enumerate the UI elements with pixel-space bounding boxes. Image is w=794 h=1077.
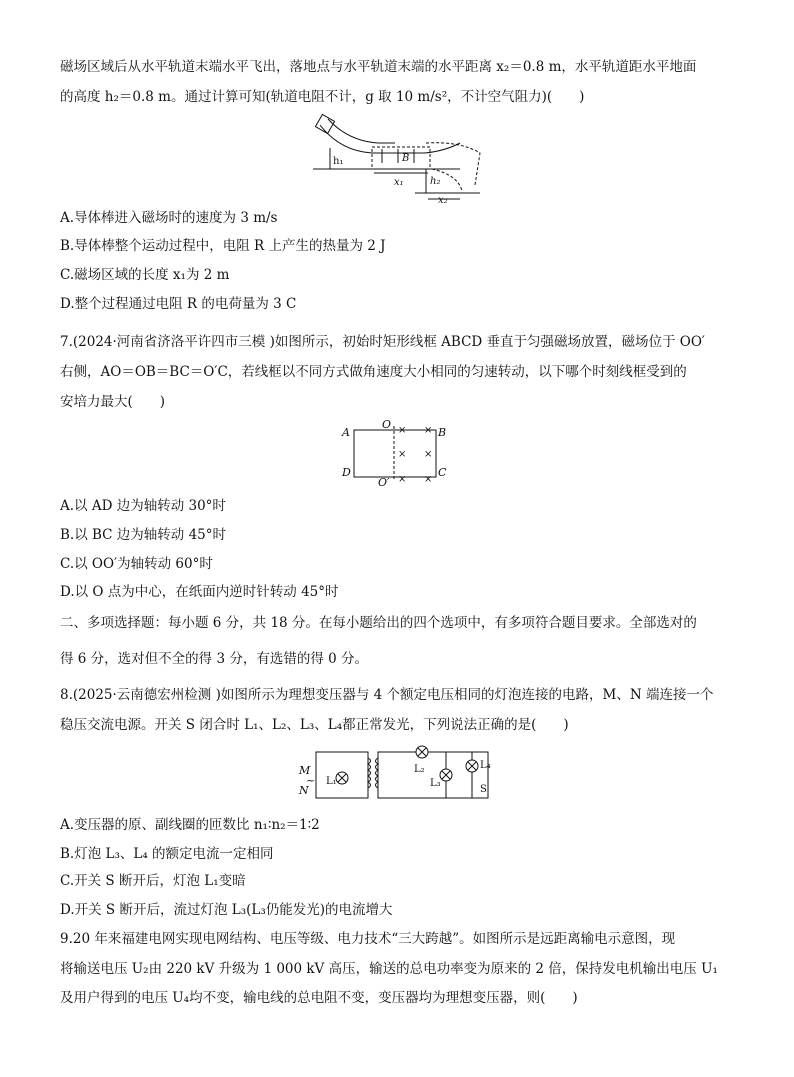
q6-label-x1: x₁ <box>394 177 404 188</box>
q7-field-cross: × <box>398 425 407 436</box>
q7-label-o-prime: O′ <box>378 476 390 488</box>
q7-option-a: A.以 AD 边为轴转动 30°时 <box>60 498 226 514</box>
q7-label-b: B <box>438 426 447 439</box>
q6-label-h2: h₂ <box>430 176 441 187</box>
q6-label-h1: h₁ <box>333 156 344 167</box>
q6-rail-figure <box>310 113 500 205</box>
q8-label-tilde: ~ <box>306 774 316 787</box>
q9-stem-line-2: 将输送电压 U₂由 220 kV 升级为 1 000 kV 高压，输送的总电功率变为原来的 2 倍，保持发电机输出电压 U₁ <box>60 961 718 977</box>
section-2-line-2: 得 6 分，选对但不全的得 3 分，有选错的得 0 分。 <box>60 651 369 667</box>
q9-stem-line-1: 9.20 年来福建电网实现电网结构、电压等级、电力技术“三大跨越”。如图所示是远距离输电示意图，现 <box>60 931 676 947</box>
q7-stem-line-3: 安培力最大( ) <box>60 394 166 410</box>
q7-option-b: B.以 BC 边为轴转动 45°时 <box>60 527 227 543</box>
q6-option-d: D.整个过程通过电阻 R 的电荷量为 3 C <box>60 296 297 312</box>
q8-label-n: N <box>299 784 309 797</box>
q7-stem-line-2: 右侧，AO＝OB＝BC＝O′C，若线框以不同方式做角速度大小相同的匀速转动，以下哪个时刻线框受到的 <box>60 364 687 380</box>
q8-circuit-figure <box>296 742 508 804</box>
q7-label-c: C <box>438 466 447 479</box>
q9-stem-line-3: 及用户得到的电压 U₄均不变，输电线的总电阻不变，变压器均为理想变压器，则( ) <box>60 990 578 1006</box>
q6-stem-line-1: 磁场区域后从水平轨道末端水平飞出，落地点与水平轨道末端的水平距离 x₂＝0.8 m，水平轨道距水平地面 <box>60 59 697 75</box>
q7-stem-line-1: 7.(2024·河南省济洛平许四市三模 )如图所示，初始时矩形线框 ABCD 垂直于匀强磁场放置，磁场位于 OO′ <box>60 334 705 350</box>
q6-label-b: B <box>402 153 410 164</box>
q7-field-cross: × <box>424 474 433 485</box>
q6-option-a: A.导体棒进入磁场时的速度为 3 m/s <box>60 210 278 226</box>
q7-field-cross: × <box>398 474 407 485</box>
q7-frame-figure <box>338 416 458 488</box>
q8-option-b: B.灯泡 L₃、L₄ 的额定电流一定相同 <box>60 846 274 862</box>
q6-stem-line-2: 的高度 h₂＝0.8 m。通过计算可知(轨道电阻不计，g 取 10 m/s²，不计空气阻力)( ) <box>60 89 585 105</box>
q6-option-b: B.导体棒整个运动过程中，电阻 R 上产生的热量为 2 J <box>60 238 386 254</box>
q6-label-x2: x₂ <box>438 195 448 205</box>
q8-stem-line-2: 稳压交流电源。开关 S 闭合时 L₁、L₂、L₃、L₄都正常发光，下列说法正确的是( ) <box>60 717 569 733</box>
q7-field-cross: × <box>424 449 433 460</box>
q8-label-l3: L₃ <box>430 778 441 789</box>
q8-stem-line-1: 8.(2025·云南德宏州检测 )如图所示为理想变压器与 4 个额定电压相同的灯泡连接的电路，M、N 端连接一个 <box>60 687 714 703</box>
section-2-line-1: 二、多项选择题：每小题 6 分，共 18 分。在每小题给出的四个选项中，有多项符合题目要求。全部选对的 <box>60 615 697 631</box>
q7-option-c: C.以 OO′为轴转动 60°时 <box>60 556 213 572</box>
q8-label-l4: L₄ <box>480 760 491 771</box>
q7-option-d: D.以 O 点为中心，在纸面内逆时针转动 45°时 <box>60 584 339 600</box>
q8-label-l1: L₁ <box>326 776 337 787</box>
q8-option-c: C.开关 S 断开后，灯泡 L₁变暗 <box>60 873 246 889</box>
q7-field-cross: × <box>424 425 433 436</box>
q8-option-d: D.开关 S 断开后，流过灯泡 L₃(L₃仍能发光)的电流增大 <box>60 902 393 918</box>
q8-label-m: M <box>299 764 311 777</box>
q8-option-a: A.变压器的原、副线圈的匝数比 n₁∶n₂＝1∶2 <box>60 817 320 833</box>
q8-label-s: S <box>480 784 487 795</box>
q7-label-d: D <box>342 466 351 479</box>
q6-option-c: C.磁场区域的长度 x₁为 2 m <box>60 267 230 283</box>
q7-label-o: O <box>382 418 392 431</box>
q7-field-cross: × <box>398 449 407 460</box>
q7-label-a: A <box>342 426 350 439</box>
q8-label-l2: L₂ <box>414 764 425 775</box>
